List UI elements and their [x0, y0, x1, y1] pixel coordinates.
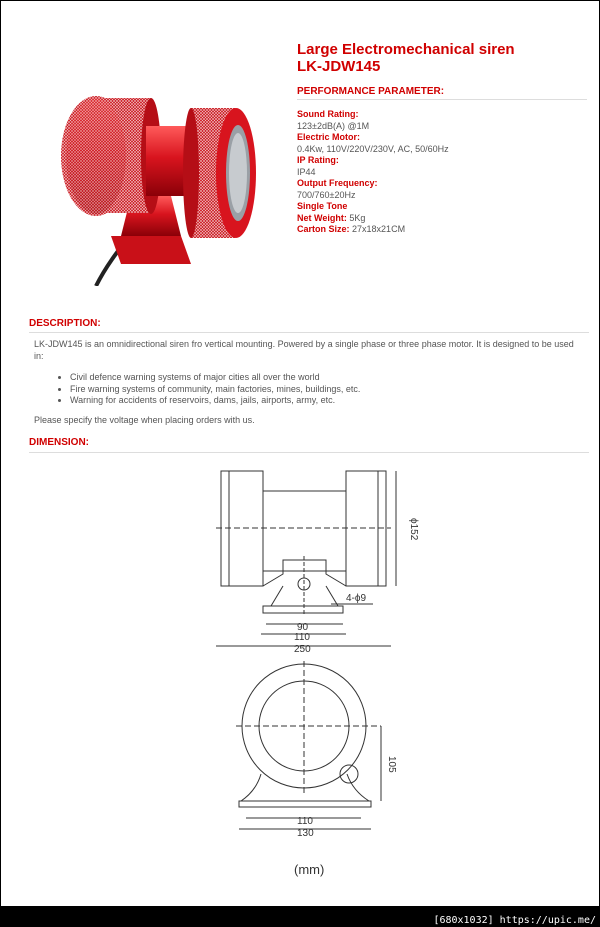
list-item: • Civil defence warning systems of major cities all over the world	[70, 372, 360, 384]
description-heading: DESCRIPTION:	[29, 318, 101, 329]
divider	[297, 99, 587, 100]
param-label: Output Frequency:	[297, 178, 378, 188]
footer-watermark: [680x1032] https://upic.me/	[433, 915, 596, 926]
dimension-heading: DIMENSION:	[29, 437, 89, 448]
usage-list	[56, 372, 360, 407]
dim-unit: (mm)	[294, 862, 325, 877]
list-item: • Fire warning systems of community, main factories, mines, buildings, etc.	[70, 384, 360, 396]
param-row	[297, 224, 449, 236]
parameter-list	[297, 109, 449, 236]
param-value: 123±2dB(A) @1M	[297, 120, 370, 131]
divider	[29, 452, 589, 453]
dim-90: 90	[297, 622, 309, 633]
param-value: IP44	[297, 166, 316, 177]
param-label: IP Rating:	[297, 155, 339, 165]
dim-holes: 4-ϕ9	[346, 593, 367, 604]
param-label: Single Tone	[297, 201, 348, 211]
param-value: 5Kg	[349, 212, 366, 223]
dim-250: 250	[294, 644, 311, 655]
param-label: Sound Rating:	[297, 109, 359, 119]
siren-photo	[51, 86, 271, 286]
param-value: 700/760±20Hz	[297, 189, 356, 200]
param-value: 0.4Kw, 110V/220V/230V, AC, 50/60Hz	[297, 143, 449, 154]
dim-110b: 110	[297, 816, 313, 827]
param-label: Carton Size:	[297, 224, 350, 234]
title-line-1: Large Electromechanical siren	[297, 41, 515, 58]
param-label: Net Weight:	[297, 212, 347, 223]
divider	[29, 332, 589, 333]
param-label: Electric Motor:	[297, 132, 361, 142]
dim-130: 130	[297, 828, 314, 839]
param-value: 27x18x21CM	[352, 224, 406, 234]
list-item: • Warning for accidents of reservoirs, dams, jails, airports, army, etc.	[70, 395, 360, 407]
product-title	[297, 41, 515, 75]
description-text: LK-JDW145 is an omnidirectional siren fro vertical mounting. Powered by a single phase or three phase motor. It is designed to be used in:	[34, 339, 574, 361]
dimension-drawing	[201, 456, 431, 886]
performance-heading: PERFORMANCE PARAMETER:	[297, 86, 445, 97]
voltage-note: Please specify the voltage when placing orders with us.	[34, 415, 255, 425]
dim-diameter: ϕ152	[408, 518, 419, 541]
title-line-2: LK-JDW145	[297, 58, 381, 75]
param-row	[297, 213, 449, 225]
dim-105: 105	[386, 756, 397, 773]
page	[1, 1, 599, 906]
dim-110: 110	[294, 632, 310, 643]
